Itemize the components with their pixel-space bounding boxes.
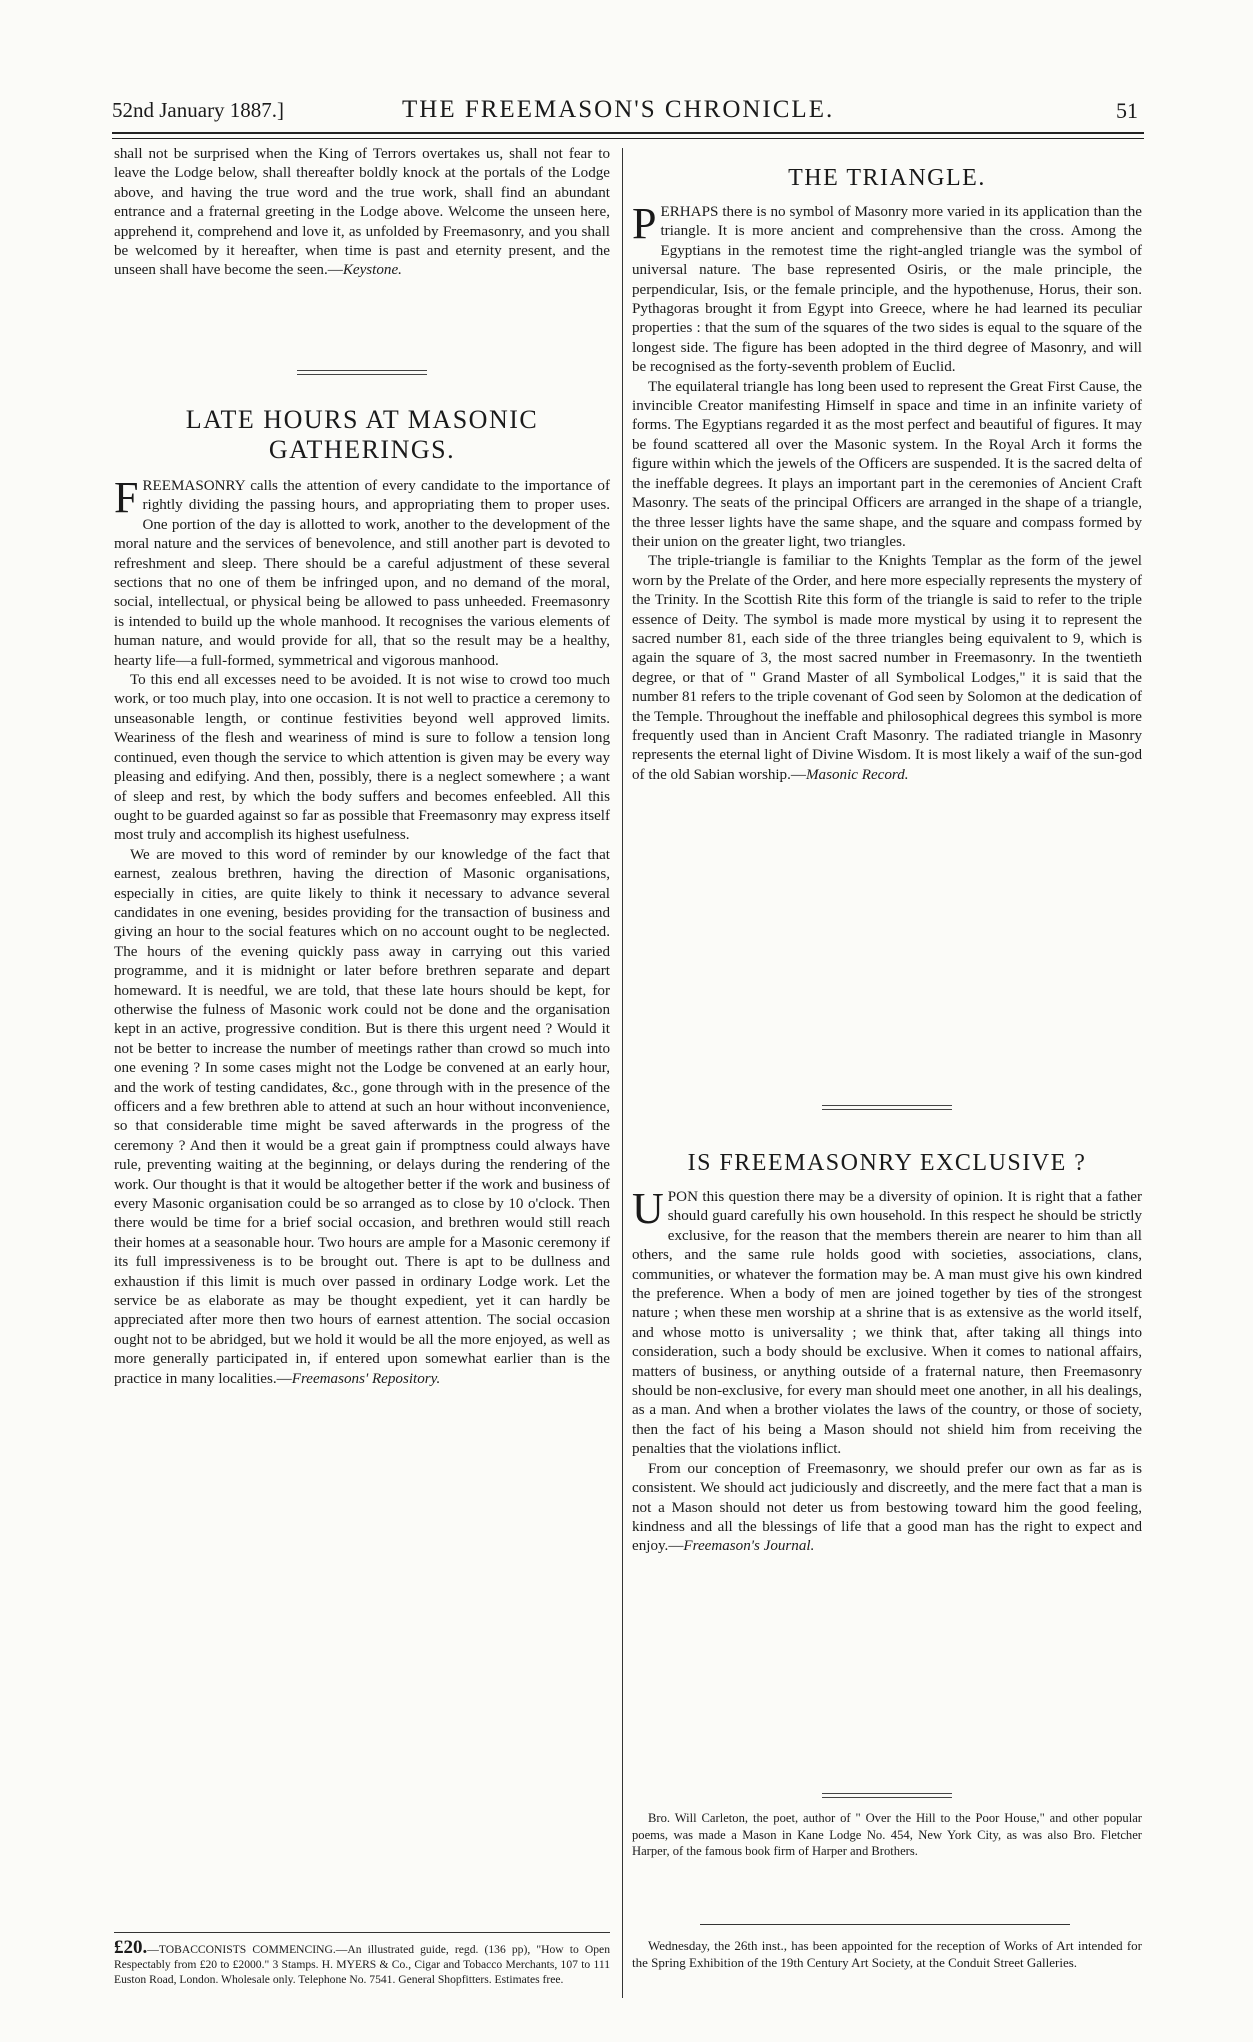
issue-date: 52nd January 1887.]	[112, 98, 285, 122]
continuation-text: shall not be surprised when the King of Terrors overtakes us, shall not fear to leave the Lodge below, shall thereafter boldly knock at the portals of the Lodge above, and having the true word and the true work, shall find an abundant entrance and a fraternal greeting in the Lodge above. Welcome the unseen here, apprehend it, comprehend and love it, as unfolded by Freemasonry, and you shall be welcomed by it hereafter, when time is past and eternity present, and the unseen shall have become the seen.—	[114, 146, 610, 279]
paragraph	[114, 473, 610, 671]
paragraph	[632, 1184, 1142, 1460]
paragraph-text: From our conception of Freemasonry, we should prefer our own as far as is consistent. We should act judiciously and discreetly, and the mere fact that a man is not a Mason should not deter us from bestowing toward him the good feeling, kindness and all the blessings of life that a good man has the right to expect and enjoy.—	[632, 1460, 1142, 1555]
ad-amount: £20.	[114, 1937, 148, 1958]
article-title: THE TRIANGLE.	[788, 165, 986, 191]
article-source: Freemason's Journal.	[683, 1538, 815, 1555]
paragraph	[632, 552, 1142, 785]
page-number: 51	[1116, 98, 1138, 123]
article-late-hours	[114, 405, 610, 1389]
article-triangle	[632, 163, 1142, 785]
paragraph: To this end all excesses need to be avoided. It is not wise to crowd too much work, or too much play, into one occasion. It is not well to practice a ceremony to unseasonable length, or continue festivities beyond well approved limits. Weariness of the flesh and weariness of mind is sure to follow a tension long continued, even though the service to which attention is given may be every way pleasing and edifying. And then, possibly, there is a neglect somewhere ; a want of sleep and rest, by which the body suffers and becomes enfeebled. All this ought to be guarded against so far as possible that Freemasonry may express itself most truly and accomplish its highest usefulness.	[114, 672, 610, 844]
article-continuation	[114, 145, 610, 281]
paragraph	[632, 1460, 1142, 1557]
column-divider	[622, 148, 623, 1998]
continuation-source: Keystone.	[342, 262, 402, 279]
article-exclusive	[632, 1148, 1142, 1557]
paragraph-text: We are moved to this word of reminder by our knowledge of the fact that earnest, zealous brethren, having the direction of Masonic organisations, especially in cities, are quite likely to think it necessary to advance several candidates in one evening, besides providing for the transaction of business and giving an hour to the social features which on no account ought to be neglected. The hours of the evening quickly pass away in carrying out this varied programme, and it is midnight or later before brethren separate and depart homeward. It is needful, we are told, that these late hours should be kept, for otherwise the fulness of Masonic work could not be done and the organisation kept in an active, progressive condition. But is there this urgent need ? Would it not be better to increase the number of meetings rather than crowd so much into one evening ? In some cases might not the Lodge be convened at an early hour, and the work of testing candidates, &c., gone through with in the presence of the officers and a few brethren able to attend at such an hour without inconvenience, so that considerable time might be saved afterwards in the progress of the ceremony ? And then it would be a great gain if promptness could always have rule, preventing waiting at the beginning, or delays during the rendering of the work. Our thought is that it would be altogether better if the work and business of every Masonic organisation could be so arranged as to close by 10 o'clock. Then there would be time for a brief social occasion, and brethren would still reach their homes at a seasonable hour. Two hours are ample for a Masonic ceremony if its full impressiveness is to be brought out. There is apt to be dullness and exhaustion if this limit is much over passed in ordinary Lodge work. Let the service be as elaborate as may be thought expedient, yet it can hardly be appreciated after more then two hours of earnest attention. The social occasion ought not to be abridged, but we hold it would be all the more enjoyed, as well as more generally participated in, if entered upon somewhat earlier than is the practice in many localities.—	[114, 846, 610, 1387]
section-separator	[632, 1793, 1142, 1798]
news-item-carleton	[632, 1810, 1142, 1860]
paragraph-text: PON this question there may be a diversity of opinion. It is right that a father should guard carefully his own household. In this respect he should be strictly exclusive, for the reason that the members therein are nearer to him than all others, and the same rule holds good with societies, associations, clans, communities, or whatever the formation may be. A man must give his own kindred the preference. When a body of men are joined together by ties of the strongest nature ; when these men worship at a shrine that is as extensive as the world itself, and whose motto is universality ; we think that, after taking all things into consideration, such a body should be exclusive. When it comes to national affairs, matters of business, or anything outside of a fraternal nature, then Freemasonry should be non-exclusive, for every man should meet one another, in all his dealings, as a man. And when a brother violates the laws of the country, or those of society, then the fact of his being a Mason should not shield him from receiving the penalties that the violations inflict.	[632, 1189, 1142, 1458]
ad-rule	[114, 1932, 610, 1933]
ad-text: —TOBACCONISTS COMMENCING.—An illustrated guide, regd. (136 pp), "How to Open Respectably from £20 to £2000." 3 Stamps. H. MYERS & Co., Cigar and Tobacco Merchants, 107 to 111 Euston Road, London. Wholesale only. Telephone No. 7541. General Shopfitters. Estimates free.	[114, 1943, 610, 1986]
publication-title: THE FREEMASON'S CHRONICLE.	[402, 96, 835, 123]
article-title: IS FREEMASONRY EXCLUSIVE ?	[687, 1150, 1087, 1176]
article-source: Masonic Record.	[805, 766, 909, 783]
masthead-rule	[112, 132, 1144, 139]
news-text: Wednesday, the 26th inst., has been appointed for the reception of Works of Art intended for the Spring Exhibition of the 19th Century Art Society, at the Conduit Street Galleries.	[632, 1938, 1142, 1970]
news-text: Bro. Will Carleton, the poet, author of " Over the Hill to the Poor House," and other popular poems, was made a Mason in Kane Lodge No. 454, New York City, as was also Bro. Fletcher Harper, of the famous book firm of Harper and Brothers.	[632, 1811, 1142, 1858]
left-column	[114, 145, 610, 281]
drop-cap: U	[632, 1184, 664, 1233]
paragraph-text: ERHAPS there is no symbol of Masonry more varied in its application than the triangle. It is more ancient and comprehensive than the cross. Among the Egyptians in the remotest time the right-angled triangle was the symbol of universal nature. The base represented Osiris, or the male principle, the perpendicular, Isis, or the female principle, and the hypothenuse, Horus, their son. Pythagoras brought it from Egypt into Greece, where he had learned its peculiar properties : that the sum of the squares of the two sides is equal to the square of the longest side. The figure has been adopted in the third degree of Masonry, and will be recognised as the forty-seventh problem of Euclid.	[632, 204, 1142, 376]
section-separator	[632, 1105, 1142, 1110]
news-item-wednesday	[632, 1938, 1142, 1971]
paragraph-text: REEMASONRY calls the attention of every candidate to the importance of rightly dividing the passing hours, and appropriating them to proper uses. One portion of the day is allotted to work, another to the development of the moral nature and the services of benevolence, and still another part is devoted to refreshment and sleep. There should be a careful adjustment of these several sections that no one of them be infringed upon, and no demand of the moral, social, intellectual, or physical being be allowed to pass unheeded. Freemasonry is intended to build up the whole manhood. It recognises the various elements of human nature, and would provide for all, that so the result may be a healthy, hearty life—a full-formed, symmetrical and vigorous manhood.	[114, 478, 610, 669]
paragraph	[114, 846, 610, 1389]
article-title-line2: GATHERINGS.	[268, 435, 456, 464]
paragraph-text: The triple-triangle is familiar to the Knights Templar as the form of the jewel worn by the Prelate of the Order, and here more especially represents the mystery of the Trinity. In the Scottish Rite this form of the triangle is said to refer to the triple essence of Deity. The symbol is made more mystical by using it to represent the sacred number 81, each side of the three triangles being equivalent to 9, which is again the square of 3, the most sacred number in Freemasonry. In the twentieth degree, or that of " Grand Master of all Symbolical Lodges," it is said that the number 81 refers to the triple covenant of God seen by Solomon at the dedication of the Temple. Throughout the ineffable and philosophical degrees this symbol is more frequently used than in Ancient Craft Masonry. The radiated triangle in Masonry represents the eternal light of Divine Wisdom. It is most likely a waif of the sun-god of the old Sabian worship.—	[632, 553, 1142, 783]
drop-cap: P	[632, 199, 657, 248]
section-separator	[114, 370, 610, 375]
masthead	[112, 98, 1144, 130]
drop-cap: F	[114, 473, 139, 522]
paragraph: The equilateral triangle has long been used to represent the Great First Cause, the invincible Creator manifesting Himself in space and time in an infinite variety of forms. The Egyptians regarded it as the most perfect and beautiful of figures. It may be found scattered all over the Masonic system. In the Royal Arch it forms the figure within which the jewels of the Officers are suspended. It is the sacred delta of the ineffable degrees. It plays an important part in the ceremonies of Ancient Craft Masonry. The seats of the principal Officers are arranged in the shape of a triangle, the three lesser lights have the same shape, and the square and compass formed by their union on the greater light, two triangles.	[632, 378, 1142, 550]
article-title-line1: LATE HOURS AT MASONIC	[185, 405, 539, 434]
article-source: Freemasons' Repository.	[291, 1370, 441, 1387]
item-rule	[700, 1924, 1070, 1925]
paragraph	[632, 199, 1142, 378]
advertisement	[114, 1937, 610, 1987]
